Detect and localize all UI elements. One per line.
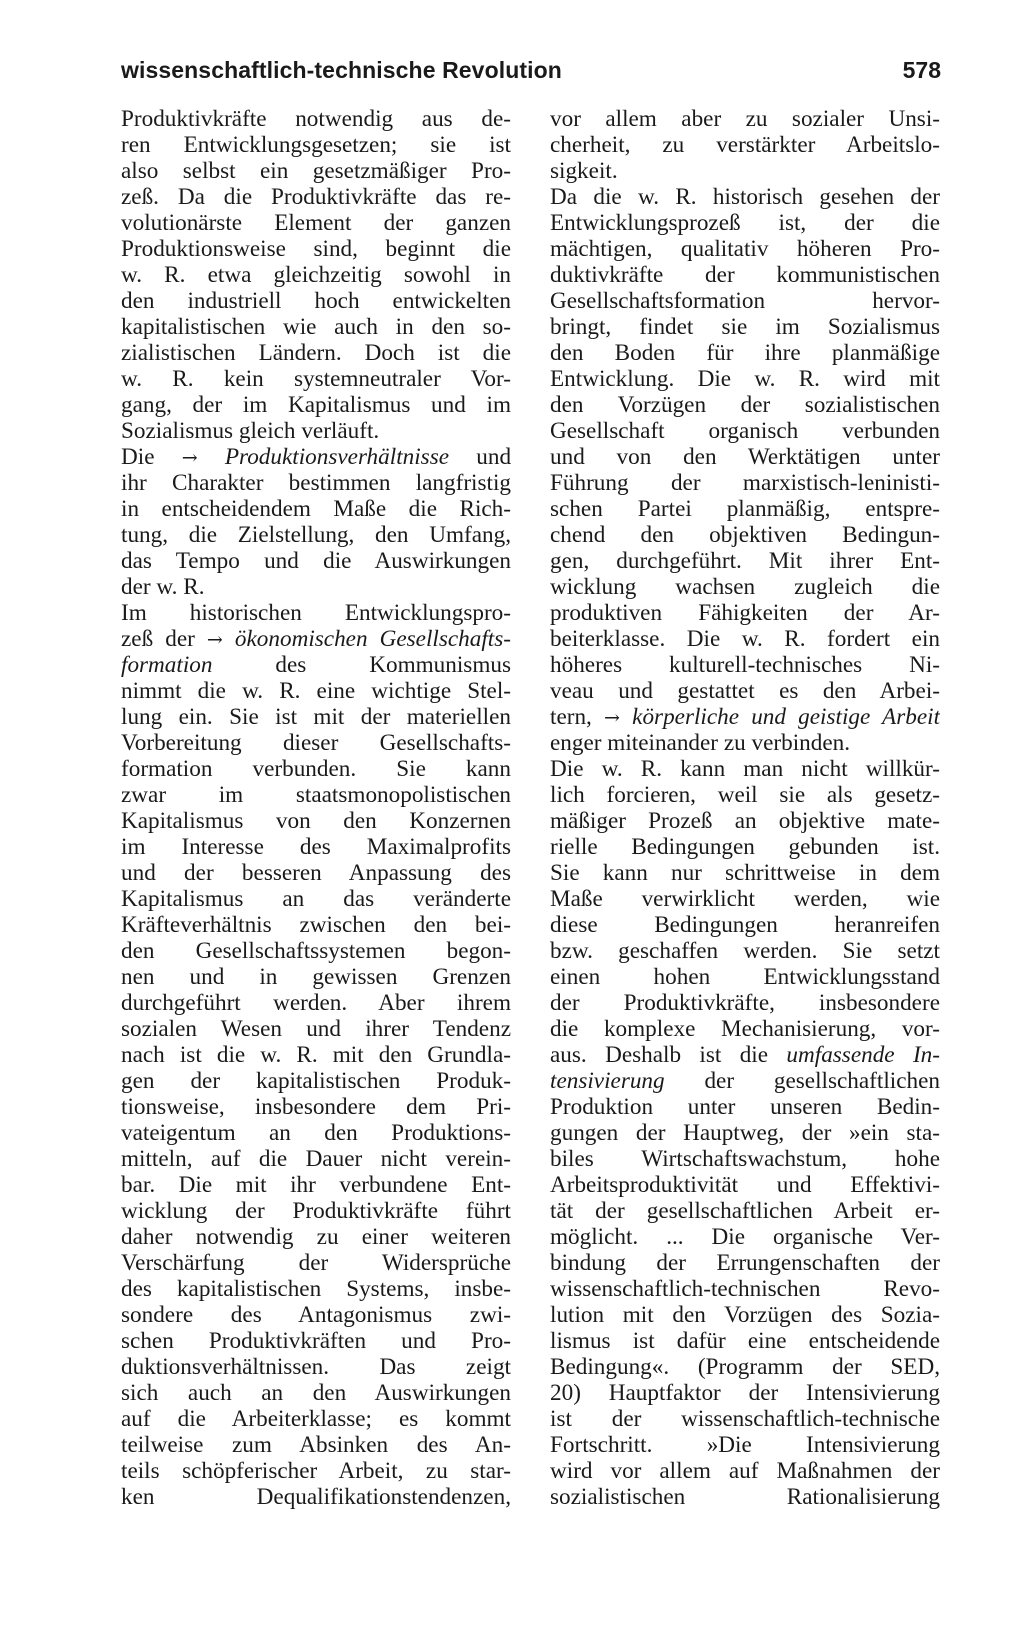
text-line: bar. Die mit ihr verbundene Ent- (121, 1172, 511, 1198)
text-line: kapitalistischen wie auch in den so- (121, 314, 511, 340)
text-line: enger miteinander zu verbinden. (550, 730, 851, 756)
text-line: nimmt die w. R. eine wichtige Stel- (121, 678, 511, 704)
text-line: veau und gestattet es den Arbei- (550, 678, 940, 704)
text-line: lismus ist dafür eine entscheidende (550, 1328, 940, 1354)
text-line: Maße verwirklicht werden, wie (550, 886, 940, 912)
text-line: gen, durchgeführt. Mit ihrer Ent- (550, 548, 940, 574)
header-title: wissenschaftlich-technische Revolution (121, 57, 562, 83)
text-line: bzw. geschaffen werden. Sie setzt (550, 938, 940, 964)
text-line (550, 1042, 940, 1068)
text-line: sozialistischen Rationalisierung (550, 1484, 940, 1510)
text-line: gang, der im Kapitalismus und im (121, 392, 511, 418)
text-line: beiterklasse. Die w. R. fordert ein (550, 626, 940, 652)
text-line: w. R. etwa gleichzeitig sowohl in (121, 262, 511, 288)
text-line: Arbeitsproduktivität und Effektivi- (550, 1172, 940, 1198)
text-line: gungen der Hauptweg, der »ein sta- (550, 1120, 940, 1146)
text-segment: und (476, 444, 511, 470)
text-line: mäßiger Prozeß an objektive mate- (550, 808, 940, 834)
text-line: in entscheidendem Maße die Rich- (121, 496, 511, 522)
text-segment: zeß der (121, 626, 195, 652)
text-line (550, 704, 940, 730)
text-line: Produktion unter unseren Bedin- (550, 1094, 940, 1120)
text-line: bringt, findet sie im Sozialismus (550, 314, 940, 340)
text-line: sozialen Wesen und ihrer Tendenz (121, 1016, 511, 1042)
text-line: nach ist die w. R. mit den Grundla- (121, 1042, 511, 1068)
text-line: mächtigen, qualitativ höheren Pro- (550, 236, 940, 262)
text-line: den industriell hoch entwickelten (121, 288, 511, 314)
text-line: Entwicklungsprozeß ist, der die (550, 210, 940, 236)
text-line: Fortschritt. »Die Intensivierung (550, 1432, 940, 1458)
text-segment: aus. Deshalb ist die (550, 1042, 769, 1068)
text-line: vor allem aber zu sozialer Unsi- (550, 106, 940, 132)
text-line: lung ein. Sie ist mit der materiellen (121, 704, 511, 730)
text-line: Führung der marxistisch-leninisti- (550, 470, 940, 496)
text-line: der Produktivkräfte, insbesondere (550, 990, 940, 1016)
cross-reference-term: Produktionsverhältnisse (224, 444, 450, 470)
text-line: duktionsverhältnissen. Das zeigt (121, 1354, 511, 1380)
text-line: die komplexe Mechanisierung, vor- (550, 1016, 940, 1042)
text-line: wicklung der Produktivkräfte führt (121, 1198, 511, 1224)
text-line: wissenschaftlich-technischen Revo- (550, 1276, 940, 1302)
cross-reference-term: formation (121, 652, 213, 678)
text-line: bindung der Errungenschaften der (550, 1250, 940, 1276)
text-line: wird vor allem auf Maßnahmen der (550, 1458, 940, 1484)
text-line: duktivkräfte der kommunistischen (550, 262, 940, 288)
text-line: sondere des Antagonismus zwi- (121, 1302, 511, 1328)
text-segment: Die (121, 444, 155, 470)
text-line (121, 444, 511, 470)
text-line: diese Bedingungen heranreifen (550, 912, 940, 938)
text-line: und der besseren Anpassung des (121, 860, 511, 886)
text-line: zialistischen Ländern. Doch ist die (121, 340, 511, 366)
text-line: einen hohen Entwicklungsstand (550, 964, 940, 990)
text-line: gen der kapitalistischen Produk- (121, 1068, 511, 1094)
text-line: schen Partei planmäßig, entspre- (550, 496, 940, 522)
text-line: Sie kann nur schrittweise in dem (550, 860, 940, 886)
text-line: nen und in gewissen Grenzen (121, 964, 511, 990)
text-line: höheres kulturell-technisches Ni- (550, 652, 940, 678)
cross-reference-term: ökonomischen Gesellschafts- (234, 626, 511, 652)
text-line: Kapitalismus von den Konzernen (121, 808, 511, 834)
left-text-column (121, 106, 511, 1510)
text-line: Gesellschaft organisch verbunden (550, 418, 940, 444)
text-line: der w. R. (121, 574, 205, 600)
text-line: formation verbunden. Sie kann (121, 756, 511, 782)
text-line: möglicht. ... Die organische Ver- (550, 1224, 940, 1250)
cross-reference-arrow-icon: → (206, 629, 223, 651)
text-line: den Boden für ihre planmäßige (550, 340, 940, 366)
right-text-column (550, 106, 940, 1510)
text-line: Kräfteverhältnis zwischen den bei- (121, 912, 511, 938)
text-line: Im historischen Entwicklungspro- (121, 600, 511, 626)
text-line: vateigentum an den Produktions- (121, 1120, 511, 1146)
text-line: mitteln, auf die Dauer nicht verein- (121, 1146, 511, 1172)
text-line: Bedingung«. (Programm der SED, (550, 1354, 940, 1380)
text-line: Da die w. R. historisch gesehen der (550, 184, 940, 210)
text-line: den Vorzügen der sozialistischen (550, 392, 940, 418)
text-line: chend den objektiven Bedingun- (550, 522, 940, 548)
text-line: Vorbereitung dieser Gesellschafts- (121, 730, 511, 756)
text-line: Verschärfung der Widersprüche (121, 1250, 511, 1276)
text-line (121, 652, 511, 678)
text-line: lution mit den Vorzügen des Sozia- (550, 1302, 940, 1328)
text-segment: des Kommunismus (275, 652, 511, 678)
text-line: Entwicklung. Die w. R. wird mit (550, 366, 940, 392)
text-line (550, 1068, 940, 1094)
text-line: durchgeführt werden. Aber ihrem (121, 990, 511, 1016)
text-line: sich auch an den Auswirkungen (121, 1380, 511, 1406)
text-line: den Gesellschaftssystemen begon- (121, 938, 511, 964)
cross-reference-term: körperliche und geistige Arbeit (632, 704, 940, 730)
text-line: cherheit, zu verstärkter Arbeitslo- (550, 132, 940, 158)
text-line: volutionärste Element der ganzen (121, 210, 511, 236)
text-line: Produktionsweise sind, beginnt die (121, 236, 511, 262)
cross-reference-arrow-icon: → (181, 447, 198, 469)
text-line: ren Entwicklungsgesetzen; sie ist (121, 132, 511, 158)
text-line: schen Produktivkräften und Pro- (121, 1328, 511, 1354)
text-line: und von den Werktätigen unter (550, 444, 940, 470)
text-line: auf die Arbeiterklasse; es kommt (121, 1406, 511, 1432)
text-line: zwar im staatsmonopolistischen (121, 782, 511, 808)
text-line: tung, die Zielstellung, den Umfang, (121, 522, 511, 548)
text-line: im Interesse des Maximalprofits (121, 834, 511, 860)
text-line: Sozialismus gleich verläuft. (121, 418, 380, 444)
text-line: ihr Charakter bestimmen langfristig (121, 470, 511, 496)
text-segment: der gesellschaftlichen (704, 1068, 940, 1094)
text-line: teils schöpferischer Arbeit, zu star- (121, 1458, 511, 1484)
text-line: teilweise zum Absinken des An- (121, 1432, 511, 1458)
text-line: das Tempo und die Auswirkungen (121, 548, 511, 574)
text-line: Produktivkräfte notwendig aus de- (121, 106, 511, 132)
text-line: zeß. Da die Produktivkräfte das re- (121, 184, 511, 210)
text-line: sigkeit. (550, 158, 618, 184)
text-line: also selbst ein gesetzmäßiger Pro- (121, 158, 511, 184)
text-line: 20) Hauptfaktor der Intensivierung (550, 1380, 940, 1406)
text-line: biles Wirtschaftswachstum, hohe (550, 1146, 940, 1172)
page-number: 578 (902, 57, 941, 83)
text-line: des kapitalistischen Systems, insbe- (121, 1276, 511, 1302)
cross-reference-term: umfassende In- (786, 1042, 940, 1068)
text-line: rielle Bedingungen gebunden ist. (550, 834, 940, 860)
text-line: tät der gesellschaftlichen Arbeit er- (550, 1198, 940, 1224)
text-line: Kapitalismus an das veränderte (121, 886, 511, 912)
text-line: Die w. R. kann man nicht willkür- (550, 756, 940, 782)
cross-reference-arrow-icon: → (604, 707, 620, 729)
text-line: w. R. kein systemneutraler Vor- (121, 366, 511, 392)
running-header (121, 52, 941, 88)
text-line: tionsweise, insbesondere dem Pri- (121, 1094, 511, 1120)
text-line: ken Dequalifikationstendenzen, (121, 1484, 511, 1510)
text-line: daher notwendig zu einer weiteren (121, 1224, 511, 1250)
text-line: Gesellschaftsformation hervor- (550, 288, 940, 314)
text-segment: tern, (550, 704, 592, 730)
cross-reference-term: tensivierung (550, 1068, 665, 1094)
text-line: ist der wissenschaftlich-technische (550, 1406, 940, 1432)
text-line: wicklung wachsen zugleich die (550, 574, 940, 600)
text-line: produktiven Fähigkeiten der Ar- (550, 600, 940, 626)
text-line (121, 626, 511, 652)
text-line: lich forcieren, weil sie als gesetz- (550, 782, 940, 808)
